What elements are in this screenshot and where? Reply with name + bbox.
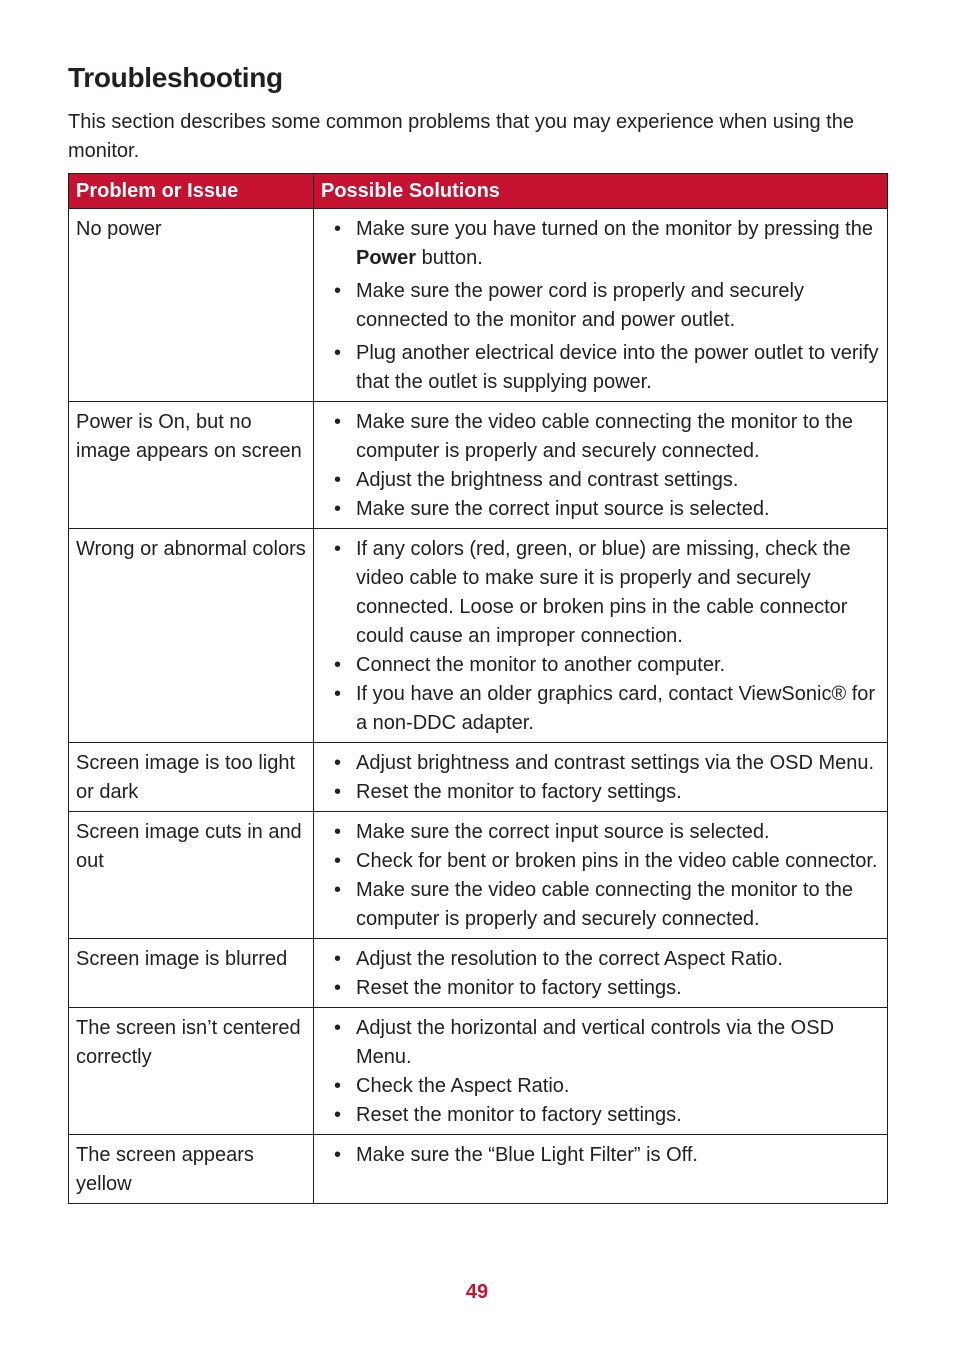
solution-item: • Make sure the “Blue Light Filter” is Off. [334,1141,880,1170]
solution-item: • Check for bent or broken pins in the video cable connector. [334,847,880,876]
problem-cell: Screen image is too light or dark [69,743,314,812]
table-row [69,812,888,939]
solution-item: • If any colors (red, green, or blue) are missing, check the video cable to make sure it is properly and securely connected. Loose or broken pins in the cable connector could cause an improper connection. [334,535,880,651]
problem-cell: Wrong or abnormal colors [69,529,314,743]
solution-item: • Reset the monitor to factory settings. [334,1101,880,1130]
solutions-cell [314,939,888,1008]
solutions-cell [314,209,888,402]
solution-list [321,1014,880,1130]
solution-item: • Connect the monitor to another computer. [334,651,880,680]
solution-item: • Make sure the video cable connecting the monitor to the computer is properly and securely connected. [334,408,880,466]
solutions-cell [314,743,888,812]
table-row [69,939,888,1008]
table-row [69,209,888,402]
solution-item: • Make sure the correct input source is selected. [334,818,880,847]
problem-cell: The screen appears yellow [69,1135,314,1204]
solution-item: • Check the Aspect Ratio. [334,1072,880,1101]
problem-cell: Screen image cuts in and out [69,812,314,939]
troubleshooting-table [68,173,888,1204]
solution-list [321,945,880,1003]
solution-list [321,749,880,807]
solution-item: • Adjust the resolution to the correct Aspect Ratio. [334,945,880,974]
header-problem: Problem or Issue [69,174,314,209]
page-number: 49 [465,1281,489,1303]
problem-cell: The screen isn’t centered correctly [69,1008,314,1135]
table-row [69,402,888,529]
solution-item: • If you have an older graphics card, contact ViewSonic® for a non-DDC adapter. [334,680,880,738]
problem-cell: Power is On, but no image appears on screen [69,402,314,529]
solutions-cell [314,812,888,939]
table-header-row [69,174,888,209]
solutions-cell [314,402,888,529]
solution-list [321,215,880,397]
power-keyword: Power [356,247,417,269]
solution-item: • Adjust brightness and contrast settings via the OSD Menu. [334,749,880,778]
solution-item: • Plug another electrical device into the power outlet to verify that the outlet is supplying power. [334,339,880,397]
solutions-cell [314,529,888,743]
table-row [69,529,888,743]
solution-list [321,408,880,524]
solution-list [321,535,880,738]
table-row [69,1008,888,1135]
solution-list [321,1141,880,1170]
solution-item: • Adjust the horizontal and vertical controls via the OSD Menu. [334,1014,880,1072]
solution-item: • Adjust the brightness and contrast settings. [334,466,880,495]
table-row [69,1135,888,1204]
solution-item: • Make sure the video cable connecting the monitor to the computer is properly and securely connected. [334,876,880,934]
table-row [69,743,888,812]
solution-list [321,818,880,934]
intro-paragraph: This section describes some common problems that you may experience when using the monitor. [68,111,854,162]
solution-item: • Reset the monitor to factory settings. [334,778,880,807]
page-title: Troubleshooting [68,62,283,93]
problem-cell: No power [69,209,314,402]
solution-item: • Reset the monitor to factory settings. [334,974,880,1003]
solution-item: • Make sure the power cord is properly and securely connected to the monitor and power outlet. [334,277,880,335]
solutions-cell [314,1135,888,1204]
solutions-cell [314,1008,888,1135]
problem-cell: Screen image is blurred [69,939,314,1008]
solution-item: • Make sure the correct input source is selected. [334,495,880,524]
header-solutions: Possible Solutions [314,174,888,209]
solution-item: • Make sure you have turned on the monitor by pressing the Power button. [334,215,880,273]
